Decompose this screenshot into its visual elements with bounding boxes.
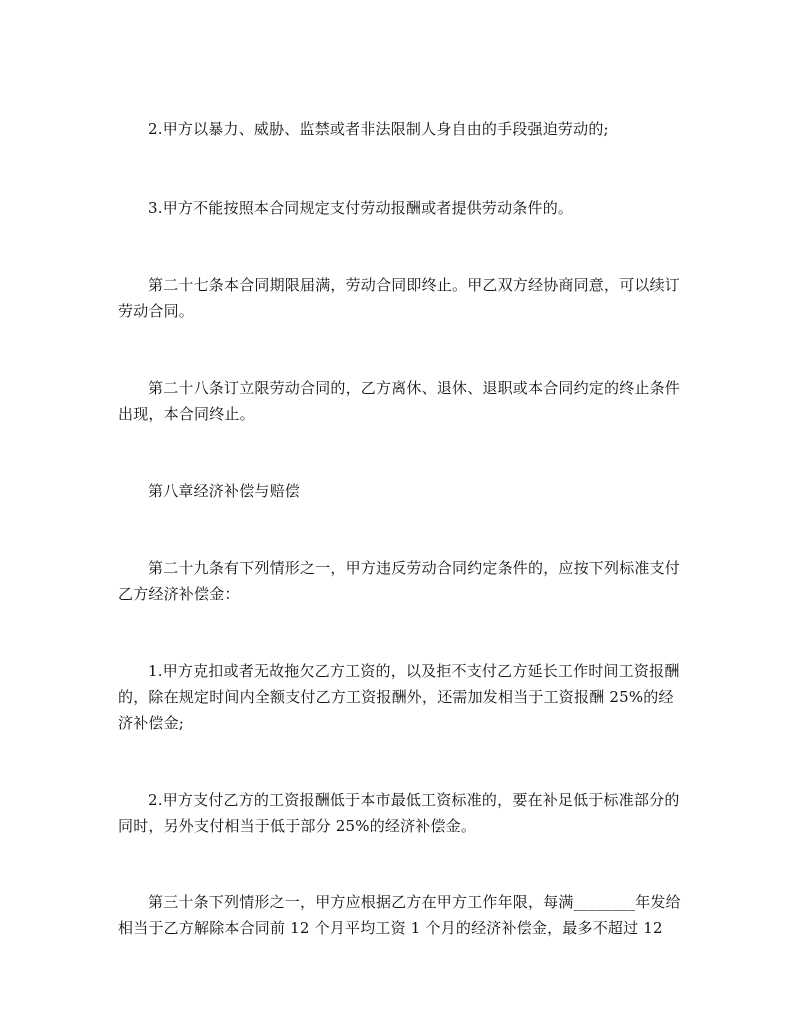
paragraph-item-3-payment: 3.甲方不能按照本合同规定支付劳动报酬或者提供劳动条件的。 (148, 199, 574, 217)
paragraph-clause-2-minimum-wage: 2.甲方支付乙方的工资报酬低于本市最低工资标准的，要在补足低于标准部分的同时，另外支付相当于低于部分 25%的经济补偿金。 (118, 791, 680, 835)
paragraph-article-30: 第三十条下列情形之一，甲方应根据乙方在甲方工作年限，每满________年发给相当于乙方解除本合同前 12 个月平均工资 1 个月的经济补偿金，最多不超过 12 (118, 893, 681, 937)
paragraph-clause-1-wages: 1.甲方克扣或者无故拖欠乙方工资的，以及拒不支付乙方延长工作时间工资报酬的，除在规定时间内全额支付乙方工资报酬外，还需加发相当于工资报酬 25%的经济补偿金; (118, 662, 680, 732)
chapter-heading-8: 第八章经济补偿与赔偿 (148, 482, 301, 500)
paragraph-article-29: 第二十九条有下列情形之一，甲方违反劳动合同约定条件的，应按下列标准支付乙方经济补偿金： (118, 559, 681, 603)
paragraph-article-28: 第二十八条订立限劳动合同的，乙方离休、退休、退职或本合同约定的终止条件出现，本合同终止。 (118, 379, 681, 423)
paragraph-article-27: 第二十七条本合同期限届满，劳动合同即终止。甲乙双方经协商同意，可以续订劳动合同。 (118, 276, 681, 320)
paragraph-item-2-coercion: 2.甲方以暴力、威胁、监禁或者非法限制人身自由的手段强迫劳动的; (148, 120, 609, 138)
